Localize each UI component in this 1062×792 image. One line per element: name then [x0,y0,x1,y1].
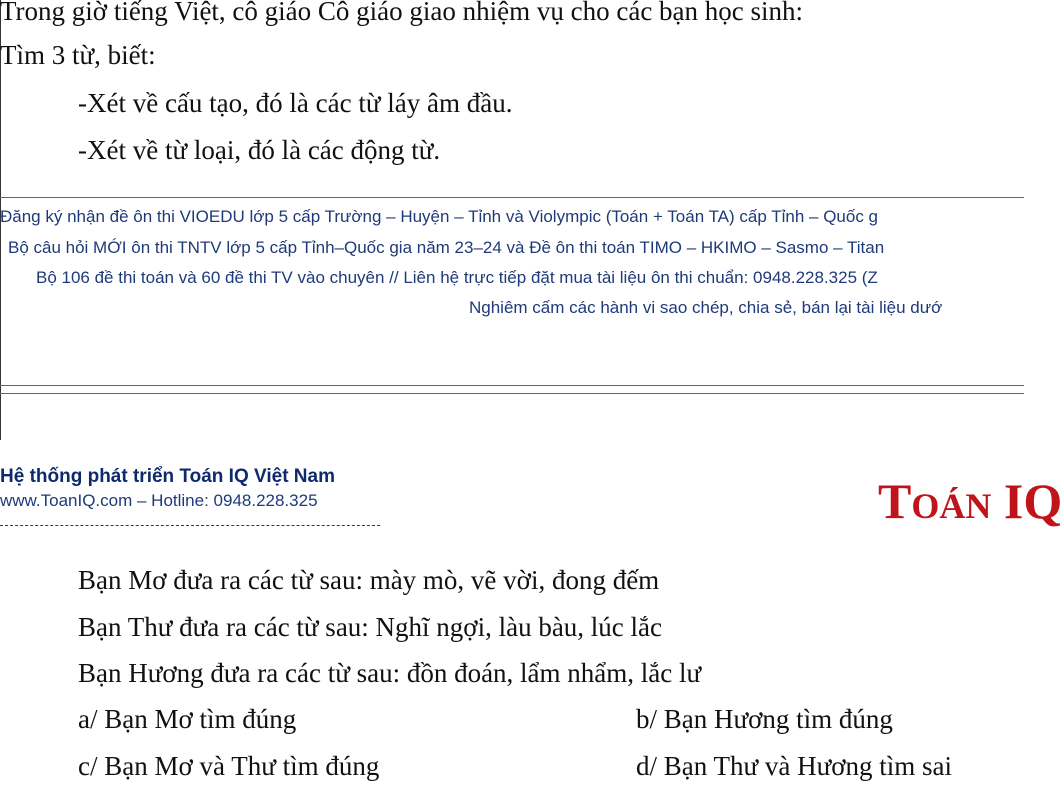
problem-intro: Trong giờ tiếng Việt, cô giáo Cô giáo giao nhiệm vụ cho các bạn học sinh: [0,0,804,26]
option-d[interactable]: d/ Bạn Thư và Hương tìm sai [636,751,953,781]
divider-double-bottom [0,393,1024,394]
problem-task: Tìm 3 từ, biết: [0,40,156,70]
statement-thu: Bạn Thư đưa ra các từ sau: Nghĩ ngợi, làu bàu, lúc lắc [78,612,663,642]
divider-top [0,197,1024,198]
option-c[interactable]: c/ Bạn Mơ và Thư tìm đúng [78,751,380,781]
statement-mo: Bạn Mơ đưa ra các từ sau: mày mò, vẽ vời, đong đếm [78,565,660,595]
promo-line-3: Bộ 106 đề thi toán và 60 đề thi TV vào chuyên // Liên hệ trực tiếp đặt mua tài liệu ôn thi chuẩn: 0948.228.325 (Z [36,268,878,287]
promo-line-4: Nghiêm cấm các hành vi sao chép, chia sẻ, bán lại tài liệu dướ [469,298,943,317]
option-b[interactable]: b/ Bạn Hương tìm đúng [636,704,893,734]
criterion-word-class: -Xét về từ loại, đó là các động từ. [78,135,441,165]
brand-dashed-rule [0,525,380,526]
toaniq-logo: TOÁN IQ [878,473,1062,529]
statement-huong: Bạn Hương đưa ra các từ sau: đồn đoán, lẩm nhẩm, lắc lư [78,658,702,688]
criterion-structure: -Xét về cấu tạo, đó là các từ láy âm đầu. [78,88,513,118]
brand-title: Hệ thống phát triển Toán IQ Việt Nam [0,466,335,487]
divider-double-top [0,385,1024,386]
brand-contact: www.ToanIQ.com – Hotline: 0948.228.325 [0,491,318,510]
promo-line-2: Bộ câu hỏi MỚI ôn thi TNTV lớp 5 cấp Tỉnh–Quốc gia năm 23–24 và Đề ôn thi toán TIMO – HKIMO – Sasmo – Titan [8,238,885,257]
promo-line-1: Đăng ký nhận đề ôn thi VIOEDU lớp 5 cấp Trường – Huyện – Tỉnh và Violympic (Toán + Toán TA) cấp Tỉnh – Quốc g [0,207,879,226]
option-a[interactable]: a/ Bạn Mơ tìm đúng [78,704,297,734]
